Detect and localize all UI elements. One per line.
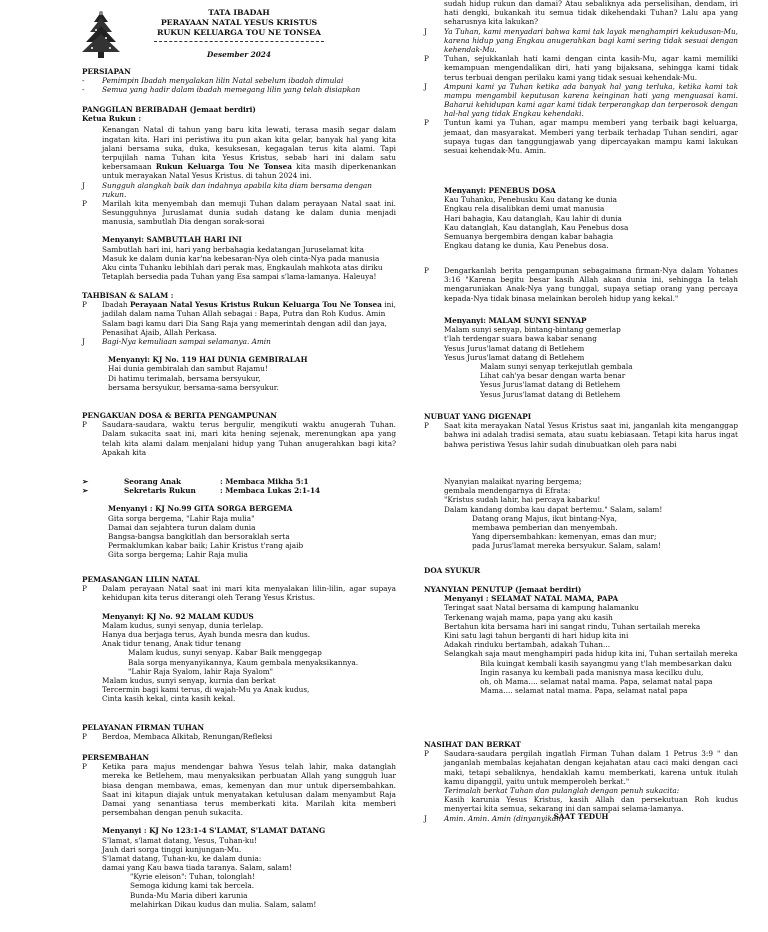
marker: J: [82, 336, 85, 346]
text: Tuntun kami ya Tuhan, agar mampu memberi yang terbaik bagi keluarga, jemaat, dan masyarakat. Memberi yang terbaik terhadap Tuhan sendiri, agar supaya tugas dan tanggungjawab yang dipercayakan mampu kami lakukan sesuai kehendak-Mu. Amin.: [444, 118, 738, 155]
lyric: Engkau datang ke dunia, Kau Penebus dosa.: [444, 241, 609, 251]
text: Ibadah Perayaan Natal Yesus Kristus Rukun Keluarga Tou Ne Tonsea ini, jadilah dalam nama Tuhan Allah sebagai : Bapa, Putra dan Roh Kudus. Amin: [102, 300, 396, 319]
lyric: Hanya dua berjaga terus, Ayah bunda mesra dan kudus.: [102, 629, 311, 639]
text: Terimalah berkat Tuhan dan pulanglah dengan penuh sukacita:: [444, 785, 680, 795]
lyric: Masuk ke dalam dunia kar'na kebesaran-Nya oleh cinta-Nya pada manusia: [102, 253, 380, 263]
lyric: Malam kudus, sunyi senyap, dunia terlelap.: [102, 620, 264, 630]
lyric: Bangsa-bangsa bangkitlah dan bersoraklah serta: [108, 531, 290, 541]
lyric: bersama bersyukur, bersama-sama bersyukur.: [108, 382, 279, 392]
marker: P: [82, 584, 87, 594]
section-persembahan: [82, 753, 396, 909]
marker: P: [82, 300, 87, 310]
paragraph: Kenangan Natal di tahun yang baru kita lewati, terasa masih segar dalam ingatan kita. Hari ini peristiwa itu pun akan kita gelar, banyak hal yang kita jalani bersama suka, duka, kesuksesan, kegagalan terus kita alami. Tapi terpujilah nama Tuhan kita Yesus Kristus, sebab hari ini dalam satu kebersamaan Rukun Keluarga Tou Ne Tonsea kita masih diperkenankan untuk merayakan Natal Yesus Kristus. di tahun 2024 ini.: [102, 125, 397, 181]
text: Ketika para majus mendengar bahwa Yesus telah lahir, maka datanglah mereka ke Betlehem, mau menyaksikan perbuatan Allah yang sungguh luar biasa dengan membawa, emas, kemenyan dan mur untuk dipersembahkan. Saat ini kitapun diajak untuk menyatakan ketulusan dalam menyambut Raja Damai yang senantiasa terus memberkati kita. Marilah kita memberi persembahan dengan penuh sukacita.: [102, 762, 396, 818]
lyric: "Lahir Raja Syalom, lahir Raja Syalom": [128, 666, 274, 676]
marker: P: [424, 266, 429, 275]
lyric: Lihat cah'ya besar dengan warta benar: [480, 371, 626, 381]
section-pengakuan: [82, 411, 396, 457]
marker: P: [424, 421, 429, 431]
marker: P: [424, 118, 429, 128]
section-title: TAHBISAN & SALAM :: [82, 291, 174, 300]
song-title: Menyanyi : KJ No.99 GITA SORGA BERGEMA: [108, 504, 293, 514]
song-title: Menyanyi : KJ No 123:1-4 S'LAMAT, S'LAMAT DATANG: [102, 826, 326, 836]
lyric: Hari bahagia, Kau datanglah, Kau lahir di dunia: [444, 213, 622, 223]
lyric: Malam kudus, sunyi senyap. Kabar Baik menggegap: [128, 648, 322, 658]
section-nasihat: [424, 740, 738, 823]
paragraph: Salam bagi kamu dari Dia Sang Raja yang memerintah dengan adil dan jaya, Penasihat Ajaib, Allah Perkasa.: [102, 318, 387, 337]
lyric: Kini satu lagi tahun berganti di hari hidup kita ini: [444, 630, 629, 640]
lyric: Di hatimu terimalah, bersama bersyukur,: [108, 373, 261, 383]
section-title: PELAYANAN FIRMAN TUHAN: [82, 723, 205, 732]
lyric: Selangkah saja maut menghampiri pada hidup kita ini, Tuhan sertailah mereka: [444, 649, 738, 659]
lyric: Semuanya bergembira dengan kabar bahagia: [444, 231, 614, 241]
reading: : Membaca Lukas 2:1-14: [220, 486, 321, 496]
text: Amin. Amin. Amin (dinyanyikan): [444, 813, 564, 823]
lyric: S'lamat, s'lamat datang, Yesus, Tuhan-ku!: [102, 835, 257, 845]
lyric: Yesus Jurus'lamat datang di Betlehem: [480, 380, 621, 390]
section-doa-syukur: DOA SYUKUR: [424, 566, 481, 575]
ketua-label: Ketua Rukun :: [82, 114, 142, 124]
lyric: pada Jurus'lamat mereka bersyukur. Salam, salam!: [472, 541, 661, 551]
lyric: Anak tidur tenang, Anak tidur tenang: [102, 639, 241, 649]
text: Saudara-saudara, waktu terus bergulir, mengikuti waktu anugerah Tuhan. Dalam sukacita saat ini, mari kita hening sejenak, merenungkan apa yang telah kita alami dalam menjalani hidup yang Tuhan anugerahkan bagi kita? Apakah kita: [102, 420, 396, 457]
marker: J: [424, 81, 427, 91]
marker: J: [424, 26, 427, 36]
lyric: Yesus Jurus'lamat datang di Betlehem: [444, 352, 585, 362]
lyric: S'lamat datang, Tuhan-ku, ke dalam dunia:: [102, 853, 262, 863]
lyric: Cinta kasih kekal, cinta kasih kekal.: [102, 694, 236, 704]
marker: P: [424, 749, 429, 759]
lyric: "Kristus sudah lahir, hai percaya kabarku!: [444, 495, 601, 505]
reader: Sekretaris Rukun: [124, 486, 196, 496]
lyric: Sambutlah hari ini, hari yang berbahagia kedatangan Juruselamat kita: [102, 244, 364, 254]
text: Bagi-Nya kemuliaan sampai selamanya. Amin: [102, 336, 271, 346]
text: Ampuni kami ya Tuhan ketika ada banyak hal yang terluka, ketika kami tak mampu mengambil keputusan karena keinginan hati yang menguasai kami. Baharui kehidupan kami agar kami tidak terperangkap dan terperosok dengan hal-hal yang tidak Engkau kehendaki.: [444, 81, 738, 119]
song-title: Menyanyi: KJ No. 119 HAI DUNIA GEMBIRALAH: [108, 355, 308, 365]
section-nubuat: [424, 412, 738, 449]
lyric: Engkau rela disalibkan demi umat manusia: [444, 204, 605, 214]
section-title: PANGGILAN BERIBADAH (Jemaat berdiri): [82, 105, 256, 114]
lyric: Bertahun kita bersama hari ini sangat rindu, Tuhan sertailah mereka: [444, 621, 701, 631]
lyric: melahirkan Dikau kudus dan mulia. Salam, salam!: [130, 899, 317, 909]
header-title-3: RUKUN KELUARGA TOU NE TONSEA: [157, 28, 321, 37]
lyric: damai yang Kau bawa tiada taranya. Salam, salam!: [102, 863, 292, 873]
reader: Seorang Anak: [124, 477, 182, 486]
marker: P: [82, 420, 87, 430]
marker: P: [82, 762, 87, 772]
text: Dengarkanlah berita pengampunan sebagaimana firman-Nya dalam Yohanes 3:16 "Karena begitu besar kasih Allah akan dunia ini, sehingga Ia telah mengaruniakan Anak-Nya yang tunggal, supaya setiap orang yang percaya kepada-Nya tidak binasa melainkan beroleh hidup yang kekal.": [444, 266, 738, 303]
text: Saat kita merayakan Natal Yesus Kristus saat ini, janganlah kita menganggap bahwa ini adalah tradisi semata, atau suatu kebiasaan. Tetapi kita harus ingat bahwa peristiwa Yesus lahir sudah dinubuatkan oleh para nabi: [444, 421, 738, 449]
marker: -: [82, 85, 85, 95]
song-title: Menyanyi: PENEBUS DOSA: [444, 186, 556, 195]
section-title: PERSEMBAHAN: [82, 753, 150, 762]
berita-pengampunan: [424, 266, 738, 303]
lyric: Gita sorga bergema; Lahir Raja mulia: [108, 550, 248, 560]
lyric: oh, oh Mama…. selamat natal mama. Papa, selamat natal papa: [480, 676, 713, 686]
lyric: membawa pemberian dan menyembah.: [472, 522, 618, 532]
section-title: NYANYIAN PENUTUP (Jemaat berdiri): [424, 585, 582, 594]
section-persiapan: [82, 67, 396, 95]
saat-teduh: SAAT TEDUH: [553, 812, 609, 821]
lyric: Aku cinta Tuhanku lebihlah dari perak mas, Engkaulah mahkota atas diriku: [102, 263, 383, 272]
lyric: Malam kudus, sunyi senyap, kurnia dan berkat: [102, 675, 276, 685]
section-readings: [82, 477, 396, 560]
lyric: Permaklumkan kabar baik; Lahir Kristus t'rang ajaib: [108, 541, 304, 551]
song-salam-cont: [424, 477, 738, 551]
section-title: NUBUAT YANG DIGENAPI: [424, 412, 532, 421]
lyric: Bila kuingat kembali kasih sayangmu yang t'lah membesarkan daku: [480, 658, 733, 668]
arrow-icon: ➢: [82, 486, 89, 496]
text: Berdoa, Membaca Alkitab, Renungan/Refleksi: [102, 732, 273, 742]
song-title: Menyanyi: KJ No. 92 MALAM KUDUS: [102, 611, 254, 621]
text: Ya Tuhan, kami menyadari bahwa kami tak layak menghampiri kekudusan-Mu, karena hidup yang Engkau anugerahkan bagi kami sering tidak sesuai dengan kehendak-Mu.: [444, 26, 738, 54]
section-firman: [82, 723, 396, 741]
lyric: Nyanyian malaikat nyaring bergema;: [444, 477, 582, 486]
section-panggilan: [82, 105, 396, 281]
marker: P: [424, 54, 429, 64]
lyric: Malam sunyi senyap, bintang-bintang gemerlap: [444, 325, 621, 335]
header-title-2: PERAYAAN NATAL YESUS KRISTUS: [160, 18, 318, 27]
header-divider: [82, 40, 396, 42]
marker: P: [82, 732, 87, 742]
paragraph: sudah hidup rukun dan damai? Atau sebaliknya ada perselisihan, dendam, iri hati dengki, bukankah itu semua tidak dikehendaki Tuhan? Lalu apa yang seharusnya kita lakukan?: [444, 0, 738, 27]
section-tahbisan: [82, 291, 396, 392]
lyric: Semoga kidung kami tak bercela.: [130, 881, 255, 891]
lyric: Yesus Jurus'lamat datang di Betlehem: [480, 389, 621, 399]
lyric: Mama…. selamat natal mama. Papa, selamat natal papa: [480, 686, 688, 696]
song-title: Menyanyi: MALAM SUNYI SENYAP: [444, 316, 587, 325]
header-title-1: TATA IBADAH: [208, 8, 270, 17]
lyric: Kau datanglah, Kau datanglah, Kau Penebus dosa: [444, 222, 629, 232]
marker: J: [82, 180, 85, 190]
text: Semua yang hadir dalam ibadah memegang lilin yang telah disiapkan: [102, 85, 361, 95]
text: Tuhan, sejukkanlah hati kami dengan cinta kasih-Mu, agar kami memiliki kemampuan mengendalikan diri, hati yang bijaksana, sehingga kami tidak terus terbuai dengan perilaku kami yang tidak sesuai kehendak-Mu.: [444, 54, 738, 82]
marker: P: [82, 198, 87, 208]
lyric: Tetaplah bersedia pada Tuhan yang Esa sampai s'lama-lamanya. Haleuya!: [102, 272, 377, 282]
text: Sungguh alangkah baik dan indahnya apabila kita diam bersama dengan rukun.: [102, 180, 372, 199]
section-title: PEMASANGAN LILIN NATAL: [82, 575, 200, 584]
section-pengakuan-cont: [424, 0, 738, 155]
lyric: Gita sorga bergema, "Lahir Raja mulia": [108, 513, 255, 523]
lyric: Kau Tuhanku, Penebusku Kau datang ke dunia: [444, 195, 617, 205]
lyric: Damai dan sejahtera turun dalam dunia: [108, 522, 256, 532]
reading: : Membaca Mikha 5:1: [220, 477, 309, 486]
lyric: "Kyrie eleison": Tuhan, tolonglah!: [130, 872, 255, 882]
song-title: Menyanyi : SELAMAT NATAL MAMA, PAPA: [444, 594, 619, 604]
lyric: Yesus Jurus'lamat datang di Betlehem: [444, 343, 585, 353]
lyric: Jauh dari sorga tinggi kunjungan-Mu.: [102, 844, 242, 854]
section-title: NASIHAT DAN BERKAT: [424, 740, 521, 749]
marker: -: [82, 76, 85, 86]
lyric: Ingin rasanya ku kembali pada manisnya masa kecilku dulu,: [480, 667, 704, 677]
section-lilin: [82, 575, 396, 703]
lyric: t'lah terdengar suara bawa kabar senang: [444, 334, 597, 344]
lyric: Malam sunyi senyap terkejutlah gembala: [480, 361, 633, 371]
paragraph: Kasih karunia Yesus Kristus, kasih Allah dan persekutuan Roh kudus menyertai kita semua, sekarang ini dan sampai selama-lamanya.: [444, 795, 738, 814]
text: Marilah kita menyembah dan memuji Tuhan dalam perayaan Natal saat ini. Sesungguhnya Juruslamat dunia sudah datang ke dalam dunia menjadi manusia, sambutlah Dia dengan sorak-sorai: [102, 198, 396, 227]
section-nyanyian-penutup: [424, 585, 738, 695]
lyric: Adakah rinduku bertambah, adakah Tuhan…: [444, 640, 611, 650]
section-title: PERSIAPAN: [82, 67, 131, 76]
lyric: Dalam kandang domba kau dapat bertemu." Salam, salam!: [444, 504, 663, 514]
lyric: Terkenang wajah mama, papa yang aku kasih: [444, 612, 613, 622]
song-malam-sunyi: [424, 316, 738, 399]
song-penebus-dosa: [424, 186, 738, 250]
marker: J: [424, 813, 427, 823]
header-date: Desember 2024: [207, 50, 271, 59]
lyric: Yang dipersembahkan: kemenyan, emas dan mur;: [472, 532, 657, 542]
lyric: Hai dunia gembiralah dan sambut Rajamu!: [108, 364, 268, 374]
lyric: Teringat saat Natal bersama di kampung halamanku: [444, 603, 639, 613]
lyric: gembala mendengarnya di Efrata:: [444, 486, 571, 496]
text: Saudara-saudara pergilah ingatlah Firman Tuhan dalam 1 Petrus 3:9 " dan janganlah membalas kejahatan dengan kejahatan atau caci maki dengan caci maki, tetapi sebaliknya, hendaklah kamu memberkati, karena untuk itulah kamu dipanggil, yaitu untuk memperoleh berkat.": [444, 749, 738, 786]
lyric: Datang orang Majus, ikut bintang-Nya,: [472, 513, 617, 523]
song-title: Menyanyi: SAMBUTLAH HARI INI: [102, 235, 242, 245]
lyric: Tercermin bagi kami terus, di wajah-Mu ya Anak kudus,: [102, 685, 310, 695]
section-title: PENGAKUAN DOSA & BERITA PENGAMPUNAN: [82, 411, 277, 420]
arrow-icon: ➢: [82, 477, 89, 486]
lyric: Bunda-Mu Maria diberi karunia: [130, 890, 248, 900]
text: Dalam perayaan Natal saat ini mari kita menyalakan lilin-lilin, agar supaya kehidupan kita terus diterangi oleh Terang Yesus Kristus.: [102, 584, 396, 603]
text: Pemimpin Ibadah menyalakan lilin Natal sebelum ibadah dimulai: [102, 76, 344, 86]
lyric: Bala sorga menyanyikannya, Kaum gembala menyaksikannya.: [128, 657, 359, 667]
